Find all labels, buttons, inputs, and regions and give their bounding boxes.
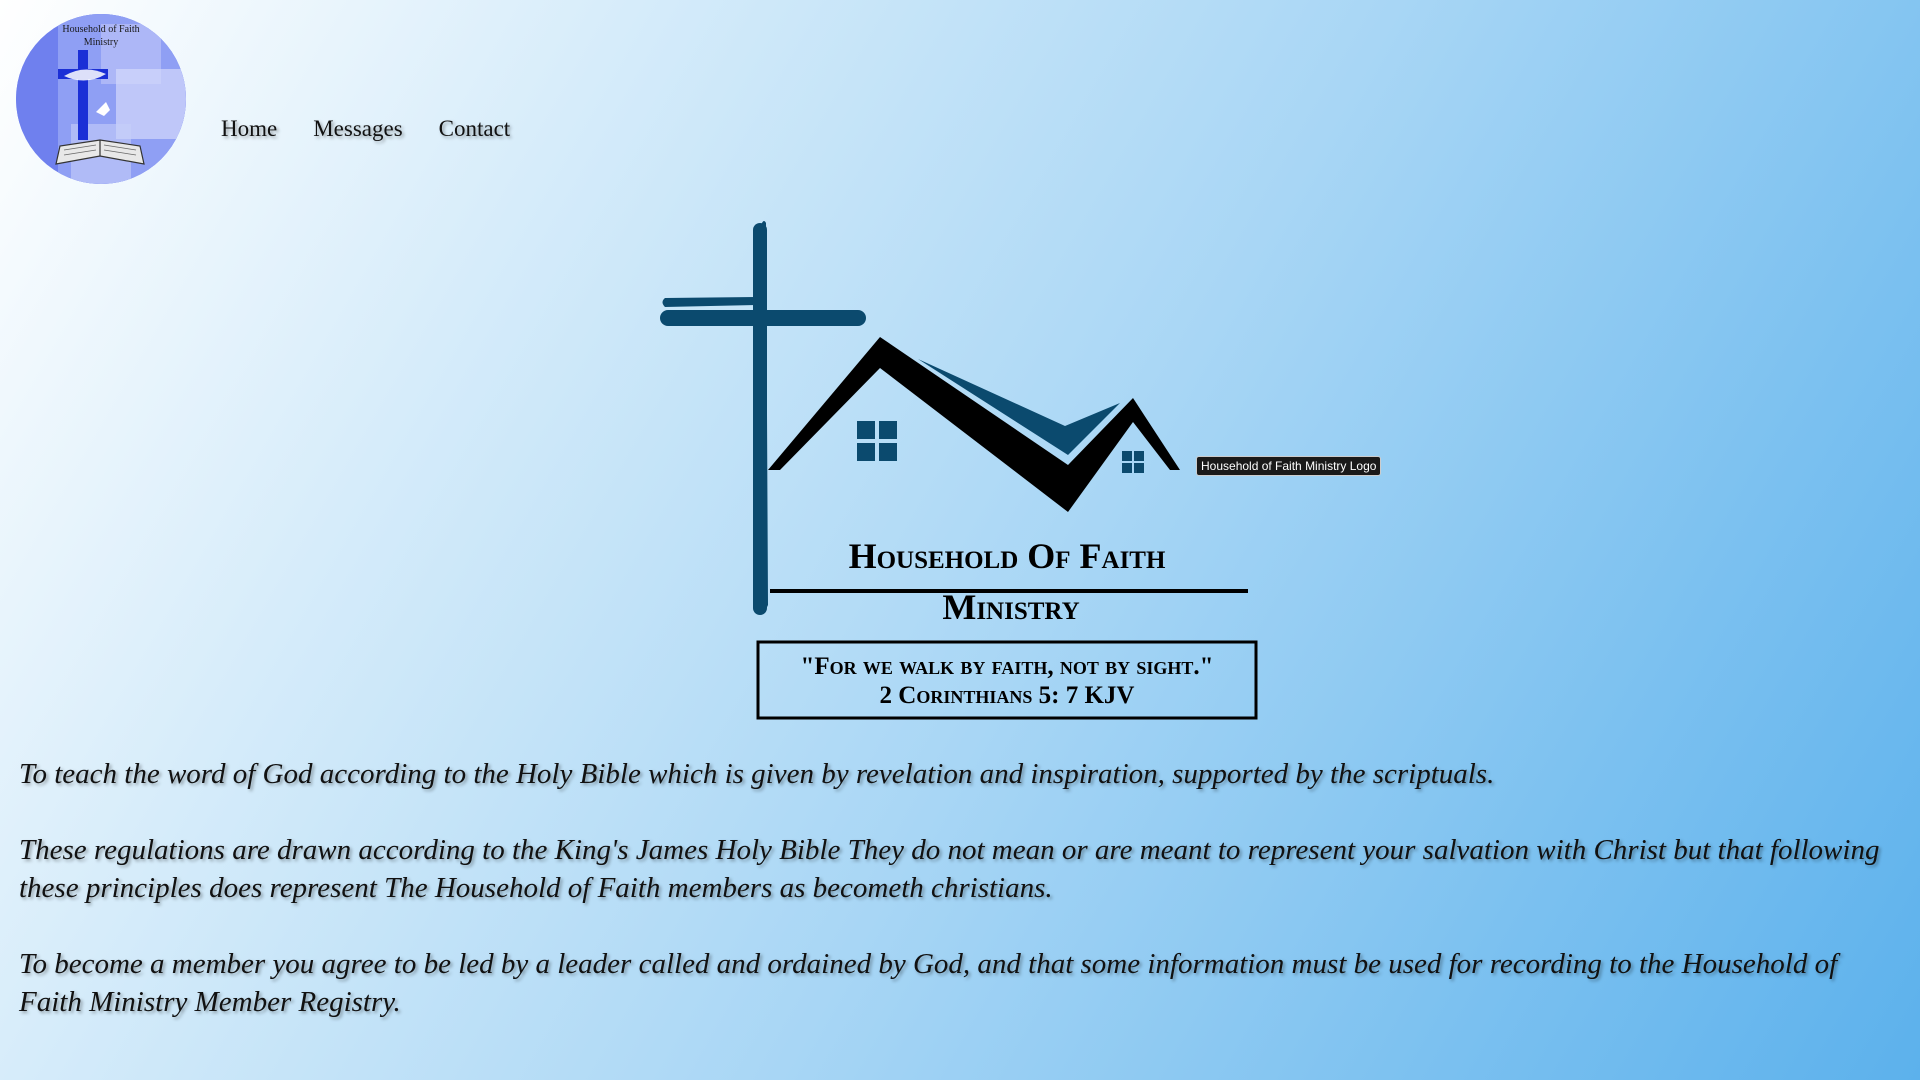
hero-cross-icon: [660, 221, 866, 615]
hero-title-line2: Ministry: [942, 587, 1080, 627]
hero-title-line1: Household Of Faith: [848, 536, 1166, 576]
mission-paragraph: To teach the word of God according to the Holy Bible which is given by revelation and inspiration, supported by the scriptuals.: [19, 758, 1495, 790]
site-logo-line1: Household of Faith: [62, 24, 140, 35]
main-nav: [221, 116, 546, 142]
nav-home-link[interactable]: Home: [221, 116, 278, 141]
hero-reference: 2 Corinthians 5: 7 KJV: [879, 682, 1135, 709]
house-window-icon: [857, 421, 897, 461]
hero-quote: "For we walk by faith, not by sight.": [800, 653, 1214, 680]
regulations-paragraph: These regulations are drawn according to the King's James Holy Bible They do not mean or are meant to represent your salvation with Christ but that following these principles does represent The Household of Faith members as becometh christians.: [19, 834, 1880, 904]
house-small-window-icon: [1122, 451, 1144, 473]
cross-icon: [78, 50, 88, 140]
nav-messages-link[interactable]: Messages: [313, 116, 403, 141]
house-roof-icon: [768, 337, 1180, 512]
site-logo[interactable]: [16, 14, 186, 184]
site-logo-line2: Ministry: [83, 37, 119, 48]
hero-logo: [650, 215, 1270, 725]
logo-tooltip: Household of Faith Ministry Logo: [1196, 456, 1381, 476]
main-content: [19, 755, 1899, 1059]
membership-paragraph: To become a member you agree to be led by a leader called and ordained by God, and that some information must be used for recording to the Household of Faith Ministry Member Registry.: [19, 948, 1838, 1018]
nav-contact-link[interactable]: Contact: [438, 116, 511, 141]
